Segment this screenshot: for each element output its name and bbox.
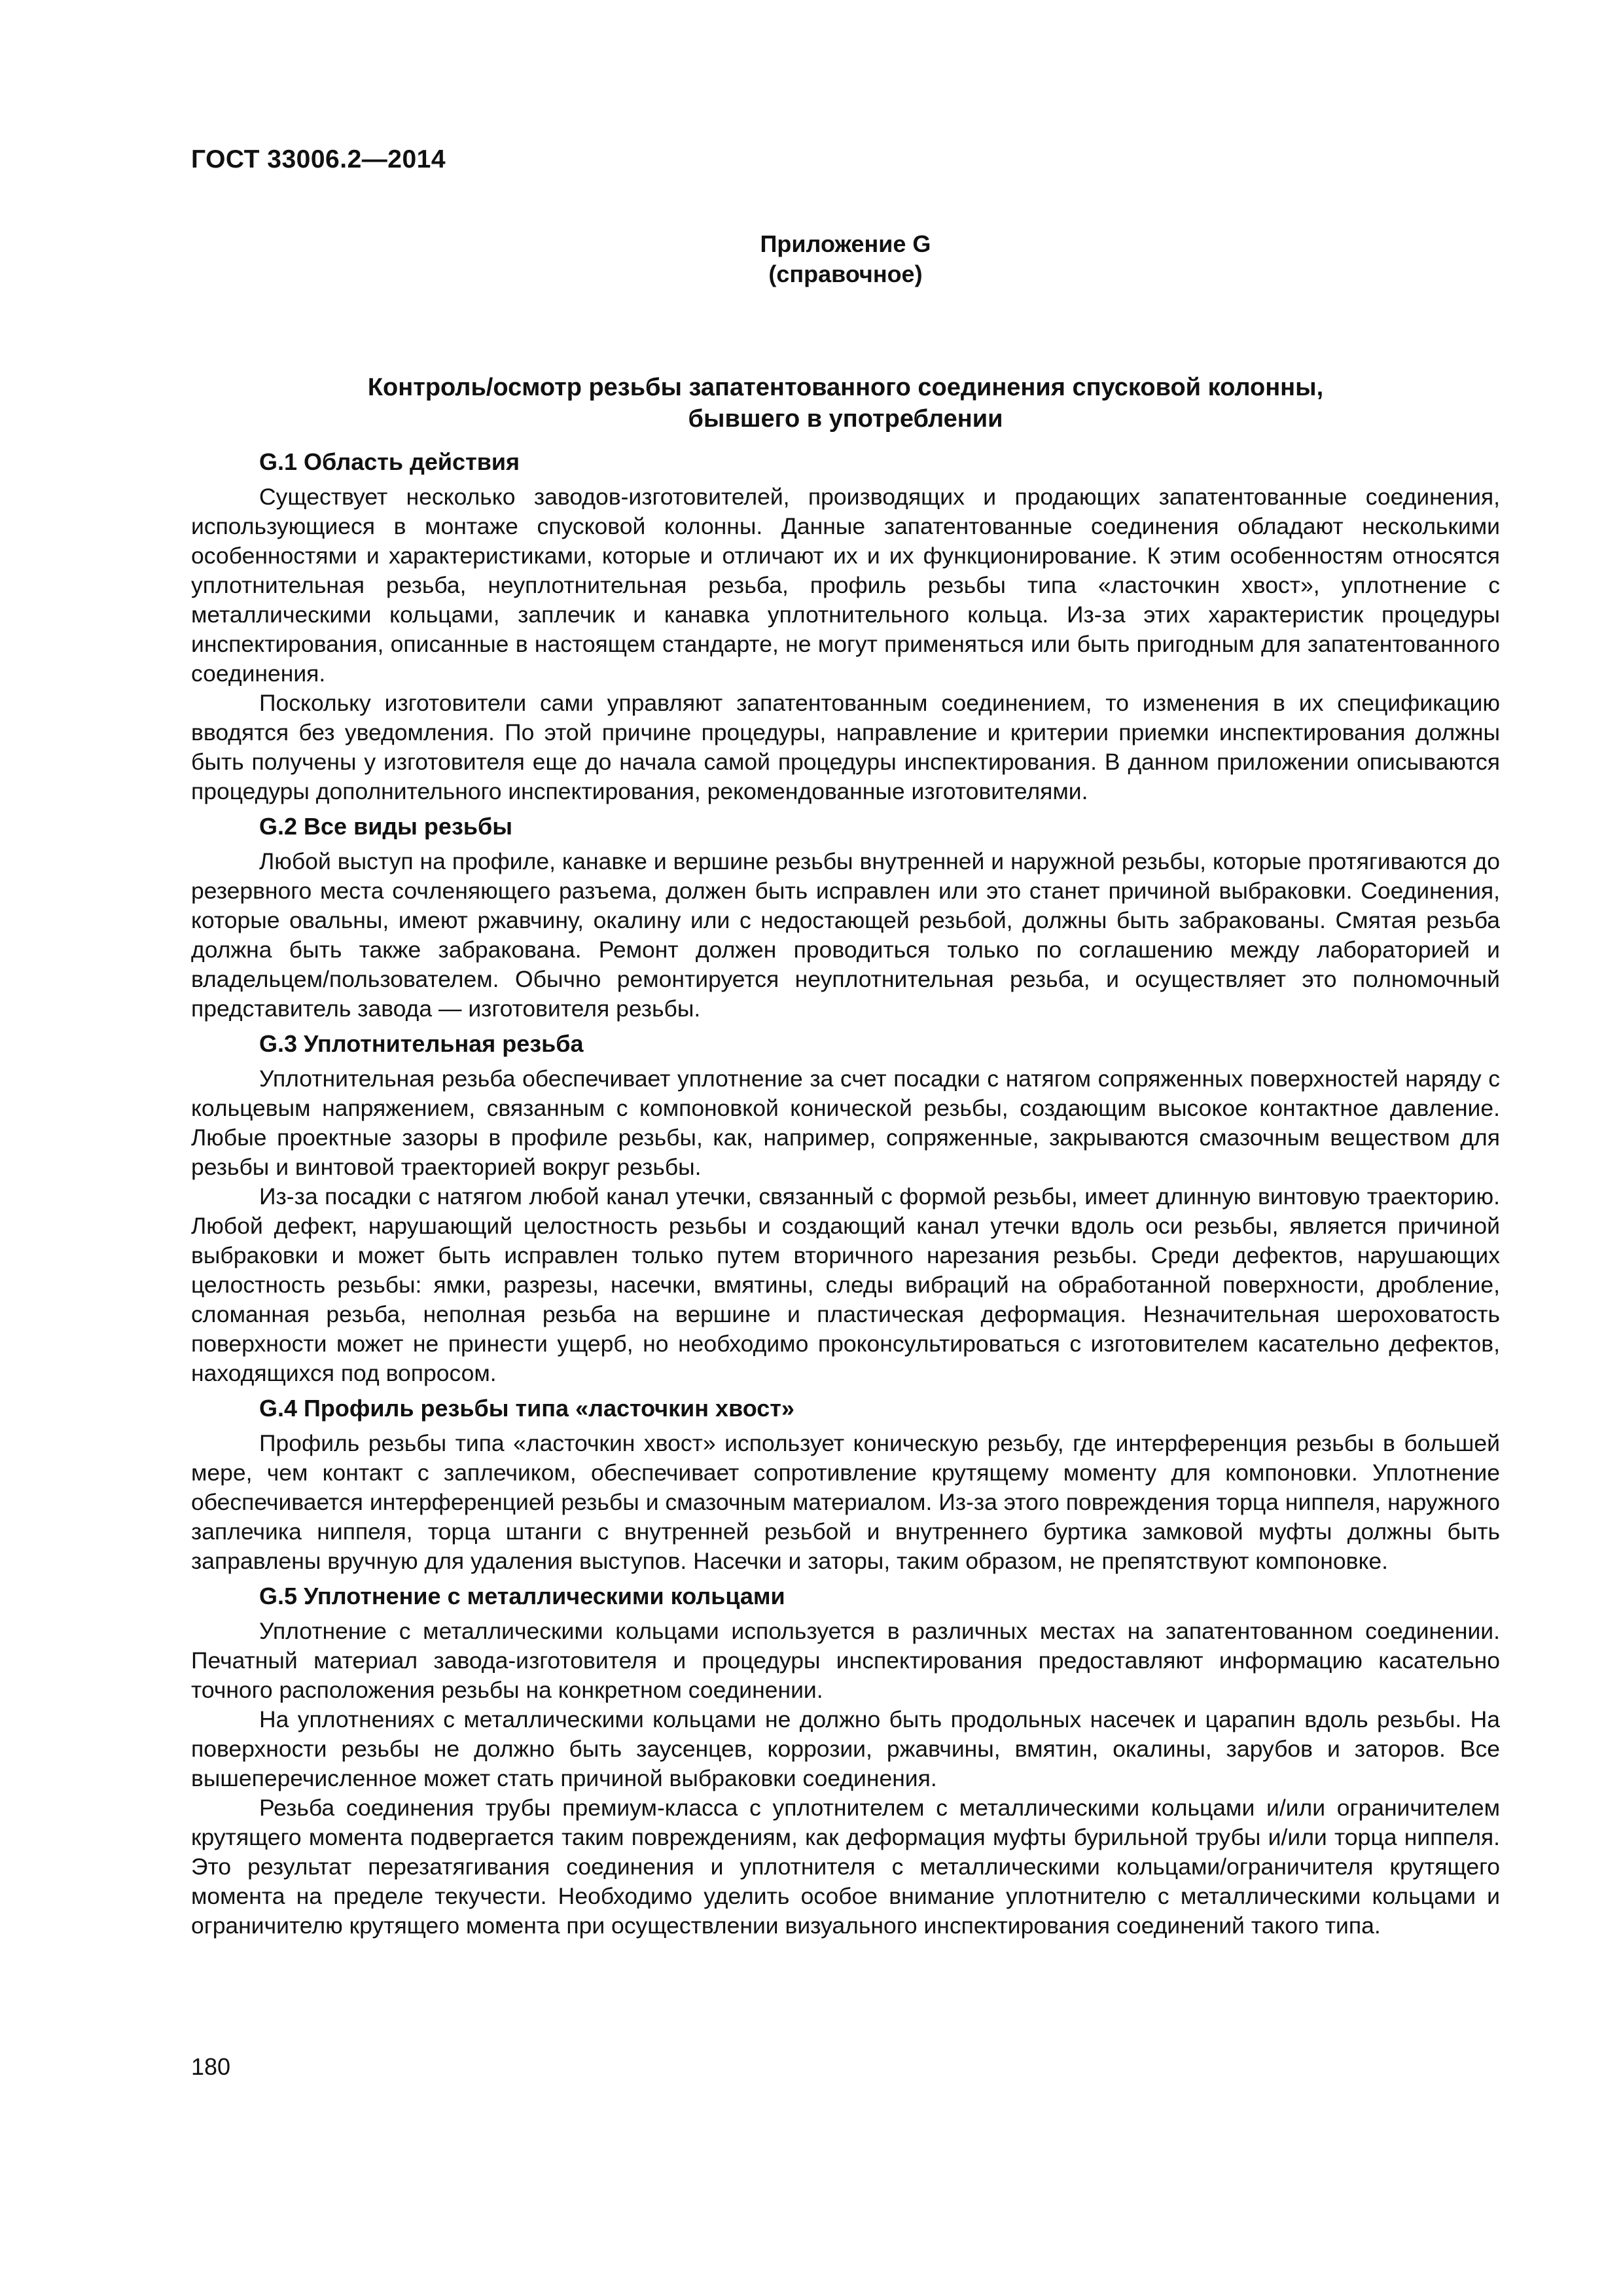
section-heading-g2: G.2 Все виды резьбы	[259, 813, 512, 840]
title-line-2: бывшего в употреблении	[688, 405, 1003, 433]
paragraph: Уплотнительная резьба обеспечивает уплотнение за счет посадки с натягом сопряженных поверхностей наряду с кольцевым напряжением, связанным с компоновкой конической резьбы, создающим высокое контактное давление. Любые проектные зазоры в профиле резьбы, как, например, сопряженные, закрываются смазочным веществом для резьбы и винтовой траекторией вокруг резьбы.	[191, 1066, 1500, 1180]
appendix-label: Приложение G	[760, 230, 931, 257]
paragraph: Из-за посадки с натягом любой канал утечки, связанный с формой резьбы, имеет длинную винтовую траекторию. Любой дефект, нарушающий целостность резьбы и создающий канал утечки вдоль оси резьбы, является причиной выбраковки и может быть исправлен только путем вторичного нарезания резьбы. Среди дефектов, нарушающих целостность резьбы: ямки, разрезы, насечки, вмятины, следы вибраций на обработанной поверхности, дробление, сломанная резьба, неполная резьба на вершине и пластическая деформация. Незначительная шероховатость поверхности может не принести ущерб, но необходимо проконсультироваться с изготовителем касательно дефектов, находящихся под вопросом.	[191, 1183, 1500, 1386]
paragraph: Любой выступ на профиле, канавке и вершине резьбы внутренней и наружной резьбы, которые протягиваются до резервного места сочленяющего разъема, должен быть исправлен или это станет причиной выбраковки. Соединения, которые овальны, имеют ржавчину, окалину или с недостающей резьбой, должны быть забракованы. Смятая резьба должна быть также забракована. Ремонт должен проводиться только по соглашению между лабораторией и владельцем/пользователем. Обычно ремонтируется неуплотнительная резьба, и осуществляет это полномочный представитель завода — изготовителя резьбы.	[191, 848, 1500, 1022]
section-heading-g1: G.1 Область действия	[259, 448, 520, 475]
appendix-type: (справочное)	[768, 260, 923, 287]
paragraph: Существует несколько заводов-изготовителей, производящих и продающих запатентованные соединения, использующиеся в монтаже спусковой колонны. Данные запатентованные соединения обладают несколькими особенностями и характеристиками, которые и отличают их и их функционирование. К этим особенностям относятся уплотнительная резьба, неуплотнительная резьба, профиль резьбы типа «ласточкин хвост», уплотнение с металлическими кольцами, заплечик и канавка уплотнительного кольца. Из-за этих характеристик процедуры инспектирования, описанные в настоящем стандарте, не могут применяться или быть пригодным для запатентованного соединения.	[191, 484, 1500, 687]
title-line-1: Контроль/осмотр резьбы запатентованного соединения спусковой колонны,	[367, 374, 1324, 401]
section-heading-g5: G.5 Уплотнение с металлическими кольцами	[259, 1583, 785, 1609]
paragraph: Уплотнение с металлическими кольцами используется в различных местах на запатентованном соединении. Печатный материал завода-изготовителя и процедуры инспектирования предоставляют информацию касательно точного расположения резьбы на конкретном соединении.	[191, 1618, 1500, 1703]
paragraph: На уплотнениях с металлическими кольцами не должно быть продольных насечек и царапин вдоль резьбы. На поверхности резьбы не должно быть заусенцев, коррозии, ржавчины, вмятин, окалины, зарубов и заторов. Все вышеперечисленное может стать причиной выбраковки соединения.	[191, 1706, 1500, 1791]
section-heading-g4: G.4 Профиль резьбы типа «ласточкин хвост»	[259, 1395, 794, 1422]
paragraph: Резьба соединения трубы премиум-класса с уплотнителем с металлическими кольцами и/или ограничителем крутящего момента подвергается таким повреждениям, как деформация муфты бурильной трубы и/или торца ниппеля. Это результат перезатягивания соединения и уплотнителя с металлическими кольцами/ограничителя крутящего момента на пределе текучести. Необходимо уделить особое внимание уплотнителю с металлическими кольцами и ограничителю крутящего момента при осуществлении визуального инспектирования соединений такого типа.	[191, 1795, 1500, 1939]
document-body	[191, 447, 1500, 1941]
page-title	[191, 372, 1500, 435]
paragraph: Поскольку изготовители сами управляют запатентованным соединением, то изменения в их спецификацию вводятся без уведомления. По этой причине процедуры, направление и критерии приемки инспектирования должны быть получены у изготовителя еще до начала самой процедуры инспектирования. В данном приложении описываются процедуры дополнительного инспектирования, рекомендованные изготовителями.	[191, 690, 1500, 804]
document-code: ГОСТ 33006.2—2014	[191, 145, 446, 173]
document-page	[191, 0, 1500, 2296]
paragraph: Профиль резьбы типа «ласточкин хвост» использует коническую резьбу, где интерференция резьбы в большей мере, чем контакт с заплечиком, обеспечивает сопротивление крутящему моменту для компоновки. Уплотнение обеспечивается интерференцией резьбы и смазочным материалом. Из-за этого повреждения торца ниппеля, наружного заплечика ниппеля, торца штанги с внутренней резьбой и внутреннего буртика замковой муфты должны быть заправлены вручную для удаления выступов. Насечки и заторы, таким образом, не препятствуют компоновке.	[191, 1430, 1500, 1574]
appendix-heading	[191, 229, 1500, 289]
page-number: 180	[191, 2053, 231, 2080]
section-heading-g3: G.3 Уплотнительная резьба	[259, 1030, 584, 1057]
